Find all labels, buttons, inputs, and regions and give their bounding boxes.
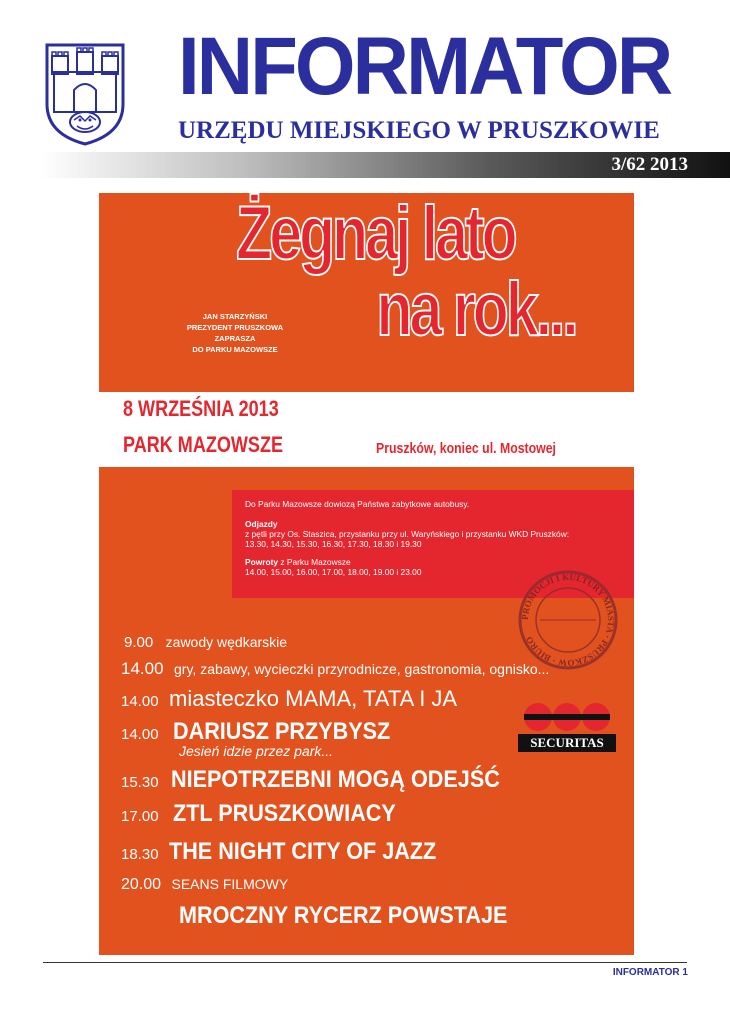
schedule-row bbox=[121, 718, 414, 746]
schedule-event: NIEPOTRZEBNI MOGĄ ODEJŚĆ bbox=[171, 766, 500, 793]
schedule-row bbox=[121, 838, 466, 866]
schedule-event: miasteczko MAMA, TATA I JA bbox=[169, 686, 458, 711]
invitation-line: JAN STARZYŃSKI bbox=[202, 312, 268, 321]
invitation-line: DO PARKU MAZOWSZE bbox=[192, 345, 278, 354]
securitas-dots-icon bbox=[518, 700, 616, 734]
schedule-event: DARIUSZ PRZYBYSZ bbox=[173, 718, 391, 745]
returns-label: Powroty bbox=[245, 557, 279, 567]
departures-label: Odjazdy bbox=[245, 519, 278, 529]
headline-line-1: Żegnaj lato bbox=[236, 191, 515, 276]
event-venue: PARK MAZOWSZE bbox=[123, 432, 284, 457]
schedule-event: SEANS FILMOWY bbox=[171, 876, 289, 892]
office-stamp bbox=[510, 568, 626, 672]
schedule-time: 9.00 bbox=[124, 634, 154, 651]
invitation-line: PREZYDENT PRUSZKOWA bbox=[186, 323, 284, 332]
schedule-time: 14.00 bbox=[121, 693, 159, 710]
event-date: 8 WRZEŚNIA 2013 bbox=[123, 396, 279, 421]
bus-intro: Do Parku Mazowsze dowiozą Państwa zabytkowe autobusy. bbox=[245, 499, 470, 509]
securitas-logo bbox=[518, 700, 616, 752]
invitation-text bbox=[165, 311, 305, 355]
returns-route: z Parku Mazowsze bbox=[278, 557, 351, 567]
departures-times: 13.30, 14.30, 15.30, 16.30, 17.30, 18.30 i 19.30 bbox=[245, 539, 422, 549]
schedule-event: zawody wędkarskie bbox=[165, 634, 288, 650]
schedule-row bbox=[121, 686, 457, 712]
schedule-time: 20.00 bbox=[121, 876, 162, 893]
schedule-row bbox=[121, 876, 288, 894]
masthead-title: INFORMATOR bbox=[178, 21, 671, 112]
page-footer-label: INFORMATOR 1 bbox=[612, 967, 688, 978]
headline-line-2: na rok... bbox=[376, 267, 576, 352]
returns-times: 14.00, 15.00, 16.00, 17.00, 18.00, 19.00 i 23.00 bbox=[245, 567, 422, 577]
schedule-note: MROCZNY RYCERZ POWSTAJE bbox=[179, 902, 508, 929]
securitas-wordmark: SECURITAS bbox=[518, 734, 616, 752]
masthead-subtitle: URZĘDU MIEJSKIEGO W PRUSZKOWIE bbox=[178, 117, 660, 144]
schedule-time: 17.00 bbox=[121, 808, 159, 825]
departures-route: z pętli przy Os. Staszica, przystanku przy ul. Waryńskiego i przystanku WKD Pruszków: bbox=[245, 529, 570, 539]
schedule-row bbox=[124, 634, 287, 652]
schedule-event: gry, zabawy, wycieczki przyrodnicze, gastronomia, ognisko... bbox=[174, 661, 550, 677]
schedule-time: 14.00 bbox=[121, 726, 159, 743]
footer-rule bbox=[43, 962, 687, 963]
schedule-event: ZTL PRUSZKOWIACY bbox=[173, 800, 396, 827]
schedule-event: THE NIGHT CITY OF JAZZ bbox=[169, 838, 437, 865]
city-crest-icon bbox=[44, 42, 126, 146]
issue-number: 3/62 2013 bbox=[611, 154, 688, 175]
schedule-row bbox=[121, 659, 549, 679]
schedule-row bbox=[121, 766, 536, 794]
schedule-time: 14.00 bbox=[121, 659, 164, 678]
stamp-ring-text: PROMOCJI I KULTURY MIASTA · PRUSZKÓW · BIURO bbox=[519, 571, 617, 669]
schedule-note: Jesień idzie przez park... bbox=[179, 743, 334, 759]
schedule-row bbox=[121, 800, 421, 828]
schedule-time: 15.30 bbox=[121, 774, 159, 791]
schedule-time: 18.30 bbox=[121, 846, 159, 863]
event-location: Pruszków, koniec ul. Mostowej bbox=[376, 440, 556, 457]
invitation-line: ZAPRASZA bbox=[214, 334, 256, 343]
